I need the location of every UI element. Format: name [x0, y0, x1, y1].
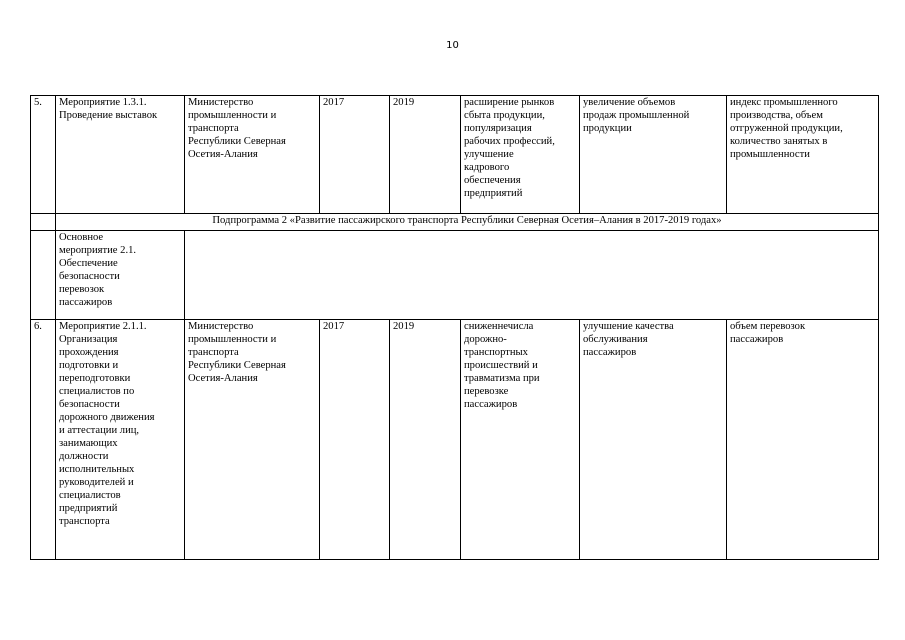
- end-year-cell: 2019: [390, 96, 461, 214]
- row-number: [31, 214, 56, 231]
- consequence-cell: улучшение качества обслуживания пассажиров: [580, 320, 727, 560]
- executor-cell: Министерство промышленности и транспорта Республики Северная Осетия-Алания: [185, 320, 320, 560]
- row-number: [31, 231, 56, 320]
- consequence-cell: увеличение объемов продаж промышленной продукции: [580, 96, 727, 214]
- measure-cell: Мероприятие 1.3.1. Проведение выставок: [56, 96, 185, 214]
- main-measure-row: [31, 231, 879, 320]
- executor-cell: Министерство промышленности и транспорта Республики Северная Осетия-Алания: [185, 96, 320, 214]
- activities-table: [30, 95, 879, 560]
- expected-result-cell: сниженнечисла дорожно- транспортных происшествий и травматизма при перевозке пассажиров: [461, 320, 580, 560]
- row-number: 5.: [31, 96, 56, 214]
- measure-cell: Мероприятие 2.1.1. Организация прохождения подготовки и переподготовки специалистов по безопасности дорожного движения и аттестации лиц, занимающих должности исполнительных руководителей и специалистов предприятий транспорта: [56, 320, 185, 560]
- end-year-cell: 2019: [390, 320, 461, 560]
- main-measure-cell: Основное мероприятие 2.1. Обеспечение безопасности перевозок пассажиров: [56, 231, 185, 320]
- expected-result-cell: расширение рынков сбыта продукции, популяризация рабочих профессий, улучшение кадрового обеспечения предприятий: [461, 96, 580, 214]
- subprogram-title: Подпрограмма 2 «Развитие пассажирского транспорта Республики Северная Осетия–Алания в 2017-2019 годах»: [56, 214, 879, 231]
- indicator-cell: индекс промышленного производства, объем отгруженной продукции, количество занятых в промышленности: [727, 96, 879, 214]
- page-number: 10: [446, 40, 459, 51]
- subprogram-row: [31, 214, 879, 231]
- row-number: 6.: [31, 320, 56, 560]
- table-row: [31, 96, 879, 214]
- indicator-cell: объем перевозок пассажиров: [727, 320, 879, 560]
- start-year-cell: 2017: [320, 96, 390, 214]
- start-year-cell: 2017: [320, 320, 390, 560]
- table-row: [31, 320, 879, 560]
- empty-merged-cell: [185, 231, 879, 320]
